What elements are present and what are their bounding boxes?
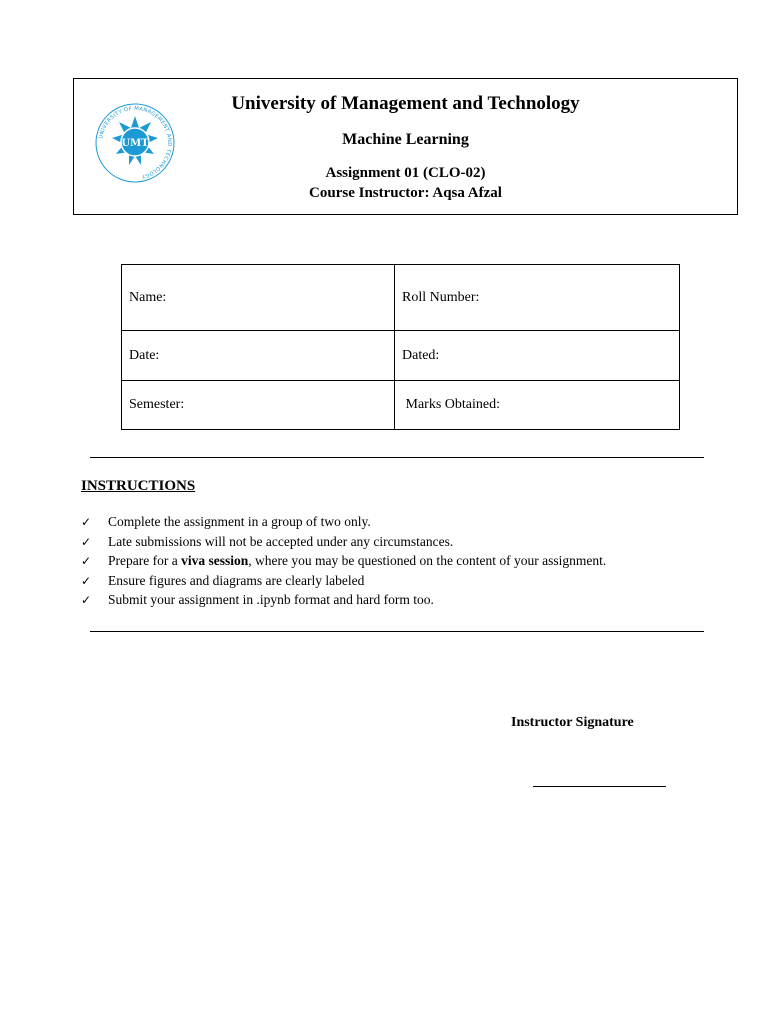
table-row bbox=[122, 381, 680, 430]
course-instructor: Course Instructor: Aqsa Afzal bbox=[309, 185, 502, 201]
checkmark-icon: ✓ bbox=[81, 515, 92, 529]
course-title: Machine Learning bbox=[342, 131, 469, 148]
student-info-table bbox=[121, 264, 680, 430]
date-cell: Date: bbox=[122, 331, 395, 381]
checkmark-icon: ✓ bbox=[81, 593, 92, 607]
name-cell: Name: bbox=[122, 265, 395, 331]
signature-line bbox=[533, 786, 666, 787]
checkmark-icon: ✓ bbox=[81, 554, 92, 568]
divider-top bbox=[90, 457, 704, 458]
list-item: ✓ Late submissions will not be accepted under any circumstances. bbox=[81, 532, 606, 552]
checkmark-icon: ✓ bbox=[81, 534, 92, 549]
list-item: ✓ Ensure figures and diagrams are clearly labeled bbox=[81, 571, 606, 591]
instructor-signature-label: Instructor Signature bbox=[511, 715, 634, 730]
table-row bbox=[122, 331, 680, 381]
list-item: ✓ Submit your assignment in .ipynb format and hard form too. bbox=[81, 590, 606, 610]
divider-bottom bbox=[90, 631, 704, 632]
instructions-heading: INSTRUCTIONS bbox=[81, 478, 196, 494]
checkmark-icon: ✓ bbox=[81, 573, 92, 588]
dated-cell: Dated: bbox=[395, 331, 680, 381]
marks-obtained-label: Marks Obtained: bbox=[405, 397, 500, 412]
semester-cell: Semester: bbox=[122, 381, 395, 430]
table-row bbox=[122, 265, 680, 331]
svg-text:UNIVERSITY OF MANAGEMENT AND T: UNIVERSITY OF MANAGEMENT AND TECHNOLOGY bbox=[98, 105, 173, 180]
instructions-list bbox=[81, 512, 606, 610]
marks-obtained-cell bbox=[395, 381, 680, 430]
logo-text: UMT bbox=[121, 138, 149, 149]
university-title: University of Management and Technology bbox=[231, 93, 580, 114]
list-item: ✓ Complete the assignment in a group of two only. bbox=[81, 512, 606, 532]
header-box bbox=[73, 78, 738, 215]
assignment-title: Assignment 01 (CLO-02) bbox=[325, 165, 486, 181]
roll-number-cell: Roll Number: bbox=[395, 265, 680, 331]
viva-session-emphasis: viva session bbox=[181, 553, 249, 568]
list-item: ✓ Prepare for a viva session, where you may be questioned on the content of your assignment. bbox=[81, 551, 606, 571]
